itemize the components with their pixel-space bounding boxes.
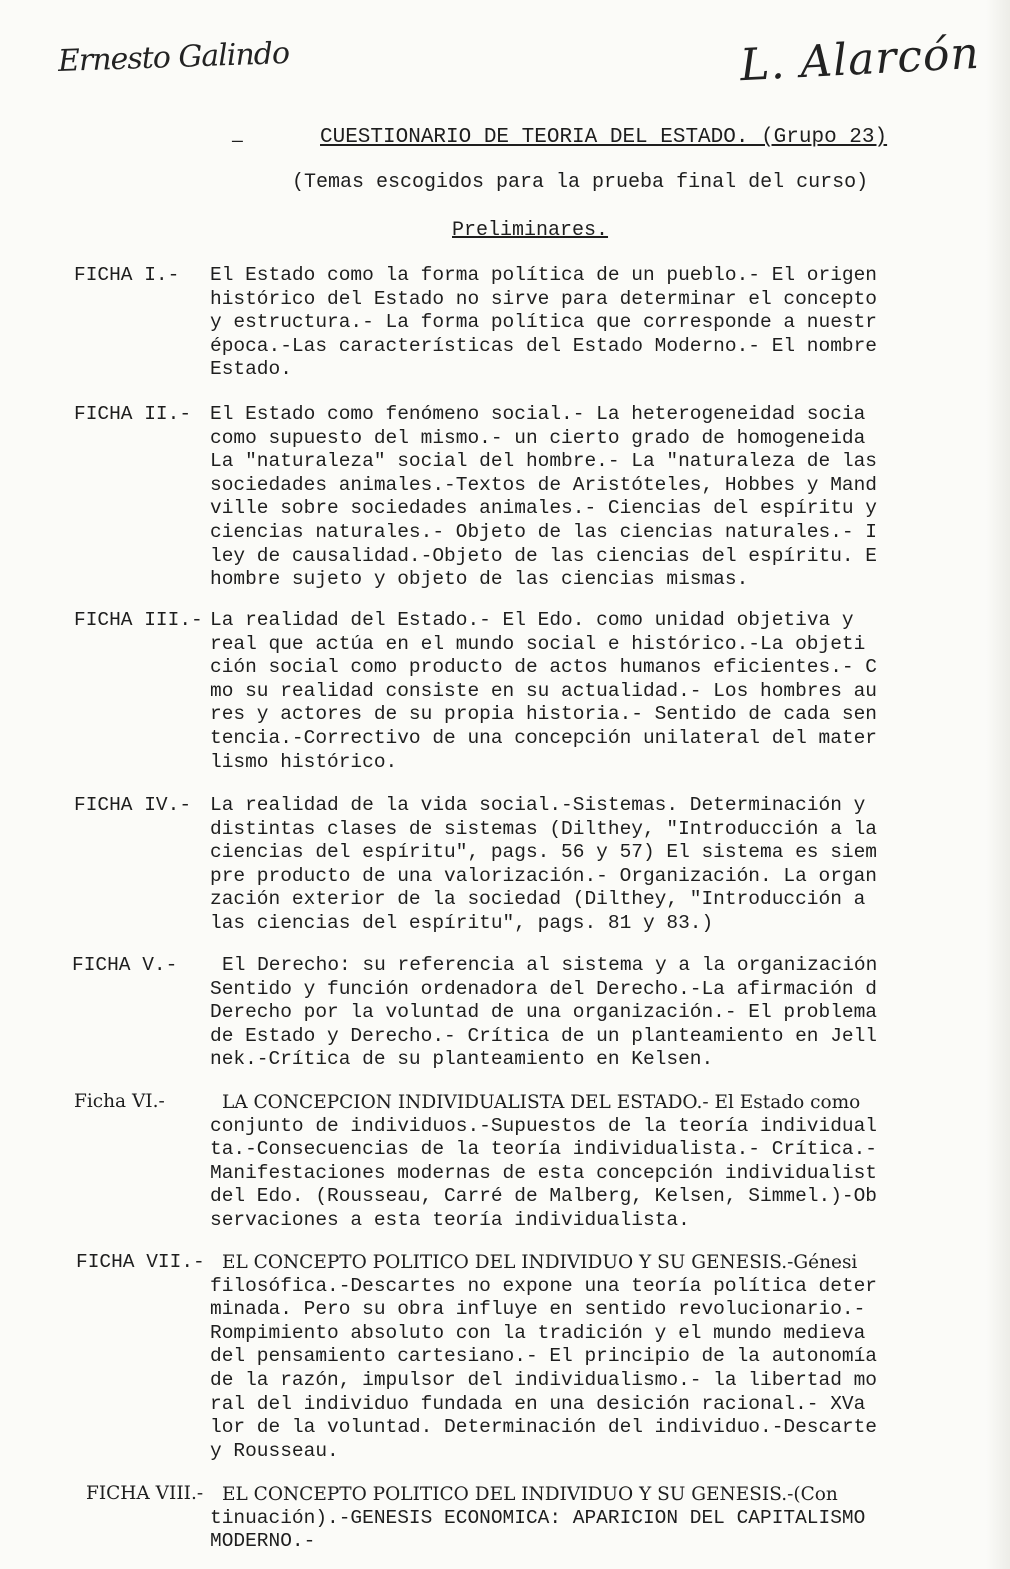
section-heading: Preliminares. (452, 219, 609, 242)
ficha-text (210, 794, 988, 936)
ficha-line: las ciencias del espíritu", pags. 81 y 83.) (210, 911, 714, 934)
ficha-line: real que actúa en el mundo social e histórico.-La objeti (210, 632, 866, 655)
ficha-line: del Edo. (Rousseau, Carré de Malberg, Kelsen, Simmel.)-Ob (210, 1185, 878, 1208)
ficha-line: zación exterior de la sociedad (Dilthey, "Introducción a (210, 888, 866, 911)
ficha-line: ral del individuo fundada en una desición racional.- XVa (210, 1392, 866, 1415)
ficha-label: FICHA IV.- (74, 794, 192, 816)
ficha-label: FICHA V.- (72, 954, 178, 976)
ficha-line: mo su realidad consiste en su actualidad.- Los hombres au (210, 679, 878, 702)
handwritten-signature-left: Ernesto Galindo (57, 35, 290, 80)
ficha-line: ta.-Consecuencias de la teoría individualista.- Crítica.- (210, 1138, 878, 1161)
ficha-label: FICHA II.- (74, 403, 192, 425)
ficha-line: res y actores de su propia historia.- Sentido de cada sen (210, 703, 878, 726)
document-subtitle: (Temas escogidos para la prueba final del curso) (292, 171, 869, 194)
ficha-label: FICHA VIII.- (86, 1483, 204, 1504)
ficha-line: EL CONCEPTO POLITICO DEL INDIVIDUO Y SU GENESIS.-Génesi (222, 1252, 858, 1273)
ficha-line: MODERNO.- (210, 1530, 316, 1553)
ficha-text (210, 609, 988, 774)
page-edge-shadow (986, 0, 1010, 1569)
ficha-line: lor de la voluntad. Determinación del individuo.-Descarte (210, 1416, 878, 1439)
ficha-label: FICHA VII.- (76, 1251, 205, 1273)
ficha-line: nek.-Crítica de su planteamiento en Kelsen. (210, 1048, 714, 1071)
ficha-line: La "naturaleza" social del hombre.- La "naturaleza de las (210, 450, 878, 473)
ficha-line: de Estado y Derecho.- Crítica de un planteamiento en Jell (210, 1024, 878, 1047)
document-title: CUESTIONARIO DE TEORIA DEL ESTADO. (Grupo 23) (320, 126, 888, 149)
title-dash: — (232, 132, 243, 152)
ficha-line: filosófica.-Descartes no expone una teoría política deter (210, 1274, 878, 1297)
ficha-line: Derecho por la voluntad de una organización.- El problema (210, 1001, 878, 1024)
ficha-line: La realidad del Estado.- El Edo. como unidad objetiva y (210, 609, 854, 631)
ficha-line: Manifestaciones modernas de esta concepción individualist (210, 1161, 878, 1184)
ficha-line: tinuación).-GENESIS ECONOMICA: APARICION DEL CAPITALISMO (210, 1506, 866, 1529)
ficha-text (210, 403, 988, 592)
ficha-text (210, 954, 988, 1072)
ficha-text (210, 264, 988, 382)
ficha-line: y Rousseau. (210, 1439, 339, 1462)
ficha-line: hombre sujeto y objeto de las ciencias mismas. (210, 568, 749, 591)
ficha-line: ciencias naturales.- Objeto de las ciencias naturales.- I (210, 520, 878, 543)
ficha-line: lismo histórico. (210, 750, 398, 773)
ficha-line: ción social como producto de actos humanos eficientes.- C (210, 656, 878, 679)
ficha-line: de la razón, impulsor del individualismo.- la libertad mo (210, 1368, 878, 1391)
ficha-line: pre producto de una valorización.- Organización. La organ (210, 864, 878, 887)
ficha-line: como supuesto del mismo.- un cierto grado de homogeneida (210, 426, 866, 449)
ficha-line: Sentido y función ordenadora del Derecho.-La afirmación d (210, 977, 878, 1000)
ficha-line: Rompimiento absoluto con la tradición y el mundo medieva (210, 1321, 866, 1344)
ficha-line: del pensamiento cartesiano.- El principio de la autonomía (210, 1345, 878, 1368)
ficha-line: distintas clases de sistemas (Dilthey, "Introducción a la (210, 817, 878, 840)
ficha-line: época.-Las características del Estado Moderno.- El nombre (210, 334, 878, 357)
ficha-line: histórico del Estado no sirve para determinar el concepto (210, 287, 878, 310)
ficha-line: La realidad de la vida social.-Sistemas. Determinación y (210, 794, 866, 816)
ficha-line: servaciones a esta teoría individualista. (210, 1208, 690, 1231)
ficha-line: ley de causalidad.-Objeto de las ciencias del espíritu. E (210, 544, 878, 567)
ficha-line: El Derecho: su referencia al sistema y a la organización (222, 954, 878, 976)
ficha-line: minada. Pero su obra influye en sentido revolucionario.- (210, 1298, 866, 1321)
ficha-label: FICHA I.- (74, 264, 180, 286)
ficha-line: El Estado como la forma política de un pueblo.- El origen (210, 264, 878, 286)
ficha-line: conjunto de individuos.-Supuestos de la teoría individual (210, 1114, 878, 1137)
ficha-line: LA CONCEPCION INDIVIDUALISTA DEL ESTADO.- El Estado como (222, 1092, 861, 1113)
ficha-line: Estado. (210, 358, 292, 381)
ficha-line: tencia.-Correctivo de una concepción unilateral del mater (210, 726, 878, 749)
ficha-label: FICHA III.- (74, 609, 203, 631)
ficha-text (210, 1251, 988, 1463)
ficha-line: ville sobre sociedades animales.- Ciencias del espíritu y (210, 497, 878, 520)
ficha-line: ciencias del espíritu", pags. 56 y 57) El sistema es siem (210, 841, 878, 864)
ficha-line: y estructura.- La forma política que corresponde a nuestr (210, 311, 878, 334)
ficha-text (210, 1483, 988, 1554)
ficha-line: EL CONCEPTO POLITICO DEL INDIVIDUO Y SU GENESIS.-(Con (222, 1484, 838, 1505)
handwritten-signature-right: L. Alarcón (738, 27, 981, 92)
ficha-text (210, 1091, 988, 1233)
ficha-line: sociedades animales.-Textos de Aristóteles, Hobbes y Mand (210, 473, 878, 496)
ficha-label: Ficha VI.- (74, 1091, 165, 1112)
ficha-line: El Estado como fenómeno social.- La heterogeneidad socia (210, 403, 866, 425)
